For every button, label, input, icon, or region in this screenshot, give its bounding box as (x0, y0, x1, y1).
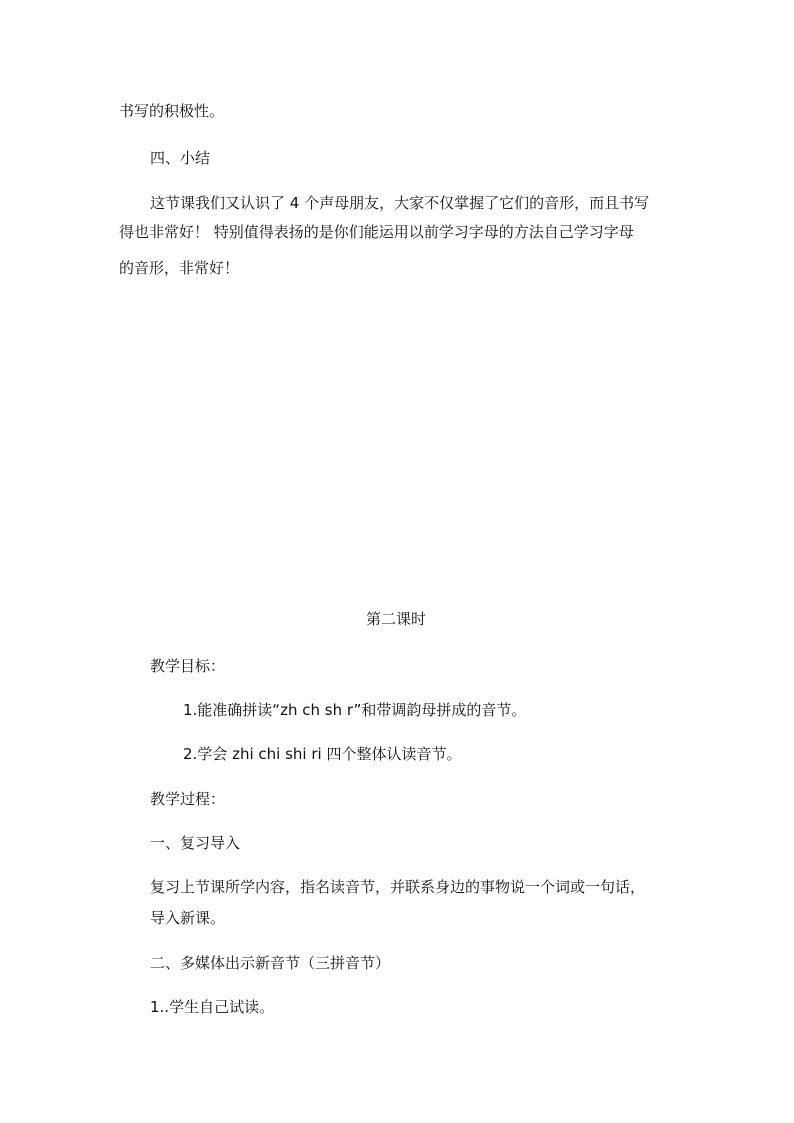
section-heading-multimedia: 二、多媒体出示新音节（三拼音节） (150, 954, 391, 972)
step-item: 1..学生自己试读。 (150, 998, 275, 1016)
lesson-title: 第二课时 (366, 610, 427, 628)
review-line: 复习上节课所学内容，指名读音节，并联系身边的事物说一个词或一句话， (150, 878, 646, 896)
process-label: 教学过程： (150, 790, 226, 808)
section-heading-summary: 四、小结 (150, 149, 211, 167)
review-line: 导入新课。 (150, 909, 226, 927)
summary-line: 得也非常好！ 特别值得表扬的是你们能运用以前学习字母的方法自己学习字母 (119, 223, 634, 241)
continuation-text: 书写的积极性。 (119, 102, 225, 120)
summary-line: 这节课我们又认识了 4 个声母朋友，大家不仅掌握了它们的音形，而且书写 (150, 194, 650, 212)
goal-item: 2.学会 zhi chi shi ri 四个整体认读音节。 (183, 745, 462, 763)
goal-item: 1.能准确拼读“zh ch sh r”和带调韵母拼成的音节。 (183, 701, 527, 719)
goals-label: 教学目标： (150, 657, 226, 675)
summary-line: 的音形，非常好！ (119, 259, 240, 277)
section-heading-review: 一、复习导入 (150, 834, 241, 852)
